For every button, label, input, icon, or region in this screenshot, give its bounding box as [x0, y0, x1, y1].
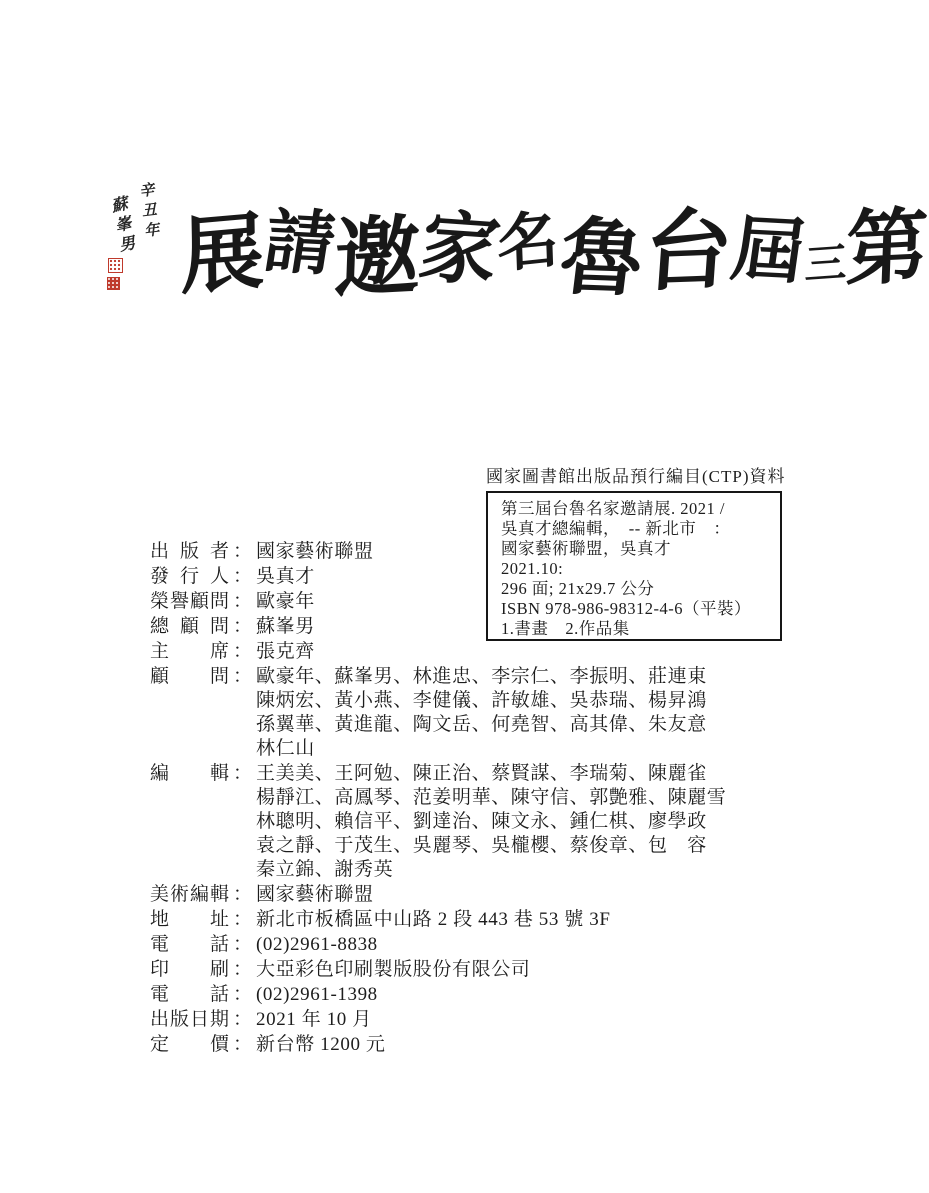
value-line: 歐豪年、蘇峯男、林進忠、李宗仁、李振明、莊連東	[256, 666, 707, 687]
row-values	[256, 565, 810, 589]
cip-line: 國家藝術聯盟，吳真才	[501, 539, 671, 558]
row-label: 電話	[150, 984, 229, 1005]
value-line: 林仁山	[256, 738, 315, 759]
row-label: 發行人	[150, 566, 229, 587]
value-line: 孫翼華、黃進龍、陶文岳、何堯智、高其偉、朱友意	[256, 714, 707, 735]
colophon-row-editors	[150, 762, 810, 882]
calligraphy-char: 第	[844, 200, 929, 297]
row-values	[256, 590, 810, 614]
row-values	[256, 958, 810, 982]
colophon-row-publish-date	[150, 1008, 810, 1032]
row-label: 印刷	[150, 959, 229, 980]
calligraphy-char: 台	[640, 202, 736, 303]
row-label: 榮譽顧問	[150, 591, 229, 612]
value-line: 王美美、王阿勉、陳正治、蔡賢謀、李瑞菊、陳麗雀	[256, 763, 707, 784]
row-colon: ：	[232, 641, 252, 662]
row-label: 出版者	[150, 541, 229, 562]
row-values	[256, 665, 810, 761]
cip-line: ISBN 978-986-98312-4-6（平裝）	[501, 599, 751, 618]
calligraphy-title	[100, 168, 929, 338]
row-colon: ：	[232, 666, 252, 687]
value-line: 新台幣 1200 元	[256, 1034, 386, 1055]
value-line: 歐豪年	[256, 591, 315, 612]
row-label: 顧問	[150, 666, 229, 687]
colophon-row-phone-2	[150, 983, 810, 1007]
row-values	[256, 933, 810, 957]
artist-seal-icon	[107, 277, 120, 290]
value-line: 林聰明、賴信平、劉達治、陳文永、鍾仁棋、廖學政	[256, 811, 707, 832]
value-line: 陳炳宏、黃小燕、李健儀、許敏雄、吳恭瑞、楊昇鴻	[256, 690, 707, 711]
row-values	[256, 640, 810, 664]
value-line: 大亞彩色印刷製版股份有限公司	[256, 959, 531, 980]
calligraphy-char: 邀	[332, 207, 422, 309]
row-colon: ：	[232, 909, 252, 930]
row-label: 美術編輯	[150, 884, 229, 905]
cip-line: 第三屆台魯名家邀請展. 2021 /	[501, 499, 725, 518]
value-line: 吳真才	[256, 566, 315, 587]
row-colon: ：	[232, 984, 252, 1005]
artist-seal-icon	[108, 258, 123, 273]
row-values	[256, 983, 810, 1007]
colophon-row-price	[150, 1033, 810, 1057]
signature-date: 辛丑年	[136, 181, 160, 243]
colophon-row-printer	[150, 958, 810, 982]
cip-line: 296 面; 21x29.7 公分	[501, 579, 655, 598]
row-colon: ：	[232, 1034, 252, 1055]
value-line: 新北市板橋區中山路 2 段 443 巷 53 號 3F	[256, 909, 611, 930]
value-line: (02)2961-8838	[256, 934, 378, 955]
row-colon: ：	[232, 566, 252, 587]
value-line: 楊靜江、高鳳琴、范姜明華、陳守信、郭艶雅、陳麗雪	[256, 787, 727, 808]
row-colon: ：	[232, 959, 252, 980]
row-label: 編輯	[150, 763, 229, 784]
cip-line: 1.書畫 2.作品集	[501, 619, 630, 638]
colophon-row-chief-advisor	[150, 615, 810, 639]
calligraphy-char: 三	[804, 240, 848, 290]
value-line: 袁之靜、于茂生、吳麗琴、吳櫳櫻、蔡俊章、包 容	[256, 835, 707, 856]
row-colon: ：	[232, 934, 252, 955]
row-label: 定價	[150, 1034, 229, 1055]
row-values	[256, 883, 810, 907]
row-values	[256, 615, 810, 639]
row-values	[256, 540, 810, 564]
calligraphy-characters	[179, 168, 929, 338]
signature-name: 蘇峯男	[107, 194, 136, 258]
calligraphy-char: 屆	[726, 209, 810, 293]
calligraphy-char: 展	[179, 205, 265, 306]
calligraphy-char: 請	[258, 204, 341, 285]
row-colon: ：	[232, 763, 252, 784]
calligraphy-char: 家	[412, 203, 506, 296]
value-line: (02)2961-1398	[256, 984, 378, 1005]
colophon-row-issuer	[150, 565, 810, 589]
colophon-row-address	[150, 908, 810, 932]
calligraphy-char: 魯	[554, 211, 650, 308]
value-line: 國家藝術聯盟	[256, 884, 374, 905]
row-label: 總顧問	[150, 616, 229, 637]
colophon-row-advisors	[150, 665, 810, 761]
value-line: 張克齊	[256, 641, 315, 662]
row-colon: ：	[232, 591, 252, 612]
row-label: 地址	[150, 909, 229, 930]
cip-line: 2021.10:	[501, 559, 564, 578]
colophon-list	[150, 540, 810, 1058]
colophon-row-phone-1	[150, 933, 810, 957]
row-colon: ：	[232, 541, 252, 562]
row-colon: ：	[232, 884, 252, 905]
value-line: 國家藝術聯盟	[256, 541, 374, 562]
cip-header: 國家圖書館出版品預行編目(CTP)資料	[486, 467, 786, 486]
colophon-row-chairman	[150, 640, 810, 664]
cip-line: 吳真才總編輯， -- 新北市 ：	[501, 519, 731, 538]
row-values	[256, 908, 810, 932]
row-label: 出版日期	[150, 1009, 229, 1030]
value-line: 2021 年 10 月	[256, 1009, 372, 1030]
row-colon: ：	[232, 616, 252, 637]
row-label: 電話	[150, 934, 229, 955]
colophon-row-honorary-advisor	[150, 590, 810, 614]
row-colon: ：	[232, 1009, 252, 1030]
calligraphy-char: 名	[495, 205, 561, 281]
row-values	[256, 1008, 810, 1032]
value-line: 秦立錦、謝秀英	[256, 859, 394, 880]
value-line: 蘇峯男	[256, 616, 315, 637]
colophon-row-art-editor	[150, 883, 810, 907]
row-values	[256, 762, 810, 882]
row-label: 主席	[150, 641, 229, 662]
colophon-row-publisher	[150, 540, 810, 564]
row-values	[256, 1033, 810, 1057]
calligrapher-signature	[100, 180, 180, 330]
